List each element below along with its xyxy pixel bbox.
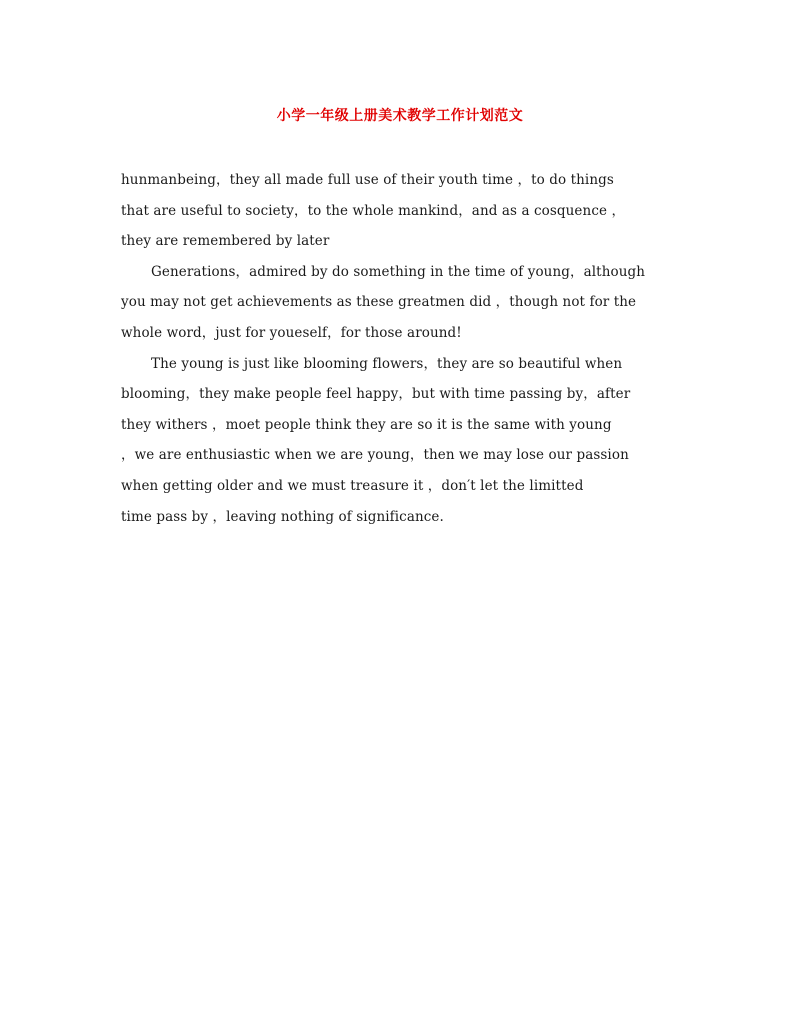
text-line: time pass by ，leaving nothing of significance. xyxy=(121,508,444,525)
body-text xyxy=(121,165,681,532)
paragraph-start-line: Generations，admired by do something in the time of young，although xyxy=(151,263,646,280)
text-line: ，we are enthusiastic when we are young，then we may lose our passion xyxy=(121,447,629,464)
text-line: that are useful to society，to the whole mankind，and as a cosquence ， xyxy=(121,202,626,219)
text-line: they withers ，moet people think they are so it is the same with young xyxy=(121,416,612,433)
text-line: blooming，they make people feel happy，but with time passing by，after xyxy=(121,386,631,403)
text-line: they are remembered by later xyxy=(121,233,330,250)
text-line: when getting older and we must treasure it ，don′t let the limitted xyxy=(121,477,584,494)
text-line: you may not get achievements as these greatmen did ，though not for the xyxy=(121,294,637,311)
text-line: hunmanbeing，they all made full use of their youth time ，to do things xyxy=(121,172,614,188)
text-line: whole word，just for youeself，for those around! xyxy=(121,324,462,341)
page-title: 小学一年级上册美术教学工作计划范文 xyxy=(276,108,524,124)
paragraph-start-line: The young is just like blooming flowers，they are so beautiful when xyxy=(151,355,623,372)
